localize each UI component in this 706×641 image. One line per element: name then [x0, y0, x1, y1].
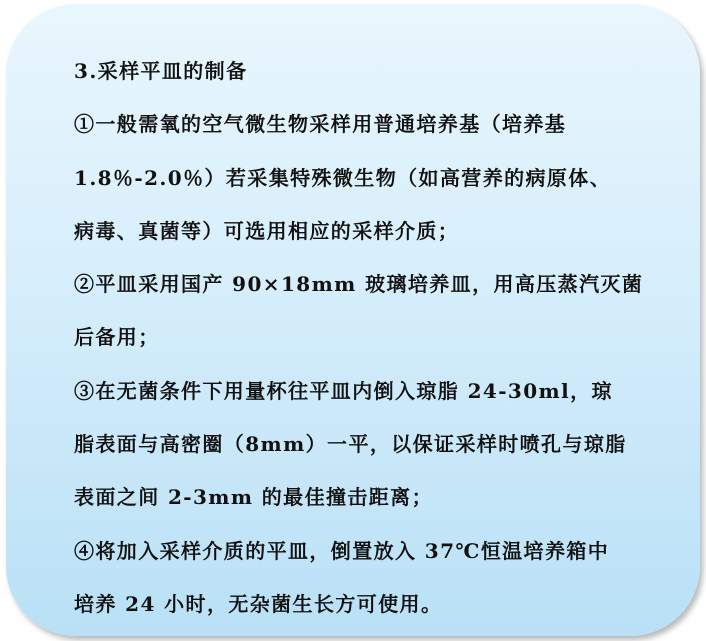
paragraph-line: 后备用； — [74, 325, 160, 350]
document-body — [74, 45, 674, 631]
paragraph-line: ②平皿采用国产 90×18mm 玻璃培养皿，用高压蒸汽灭菌 — [74, 272, 644, 297]
paragraph-line: 病毒、真菌等）可选用相应的采样介质； — [74, 218, 460, 243]
paragraph-line: ③在无菌条件下用量杯往平皿内倒入琼脂 24-30ml，琼 — [74, 378, 613, 403]
text-card — [6, 4, 700, 636]
paragraph-line: ④将加入采样介质的平皿，倒置放入 37℃恒温培养箱中 — [74, 538, 610, 563]
section-heading: 3.采样平皿的制备 — [74, 59, 248, 83]
paragraph-line: 脂表面与高密圈（8mm）一平，以保证采样时喷孔与琼脂 — [74, 432, 627, 457]
paragraph-line: 1.8％-2.0％）若采集特殊微生物（如高营养的病原体、 — [74, 165, 612, 190]
paragraph-line: ①一般需氧的空气微生物采样用普通培养基（培养基 — [74, 112, 567, 137]
paragraph-line: 培养 24 小时，无杂菌生长方可使用。 — [74, 591, 443, 616]
paragraph-line: 表面之间 2-3mm 的最佳撞击距离； — [74, 485, 433, 510]
